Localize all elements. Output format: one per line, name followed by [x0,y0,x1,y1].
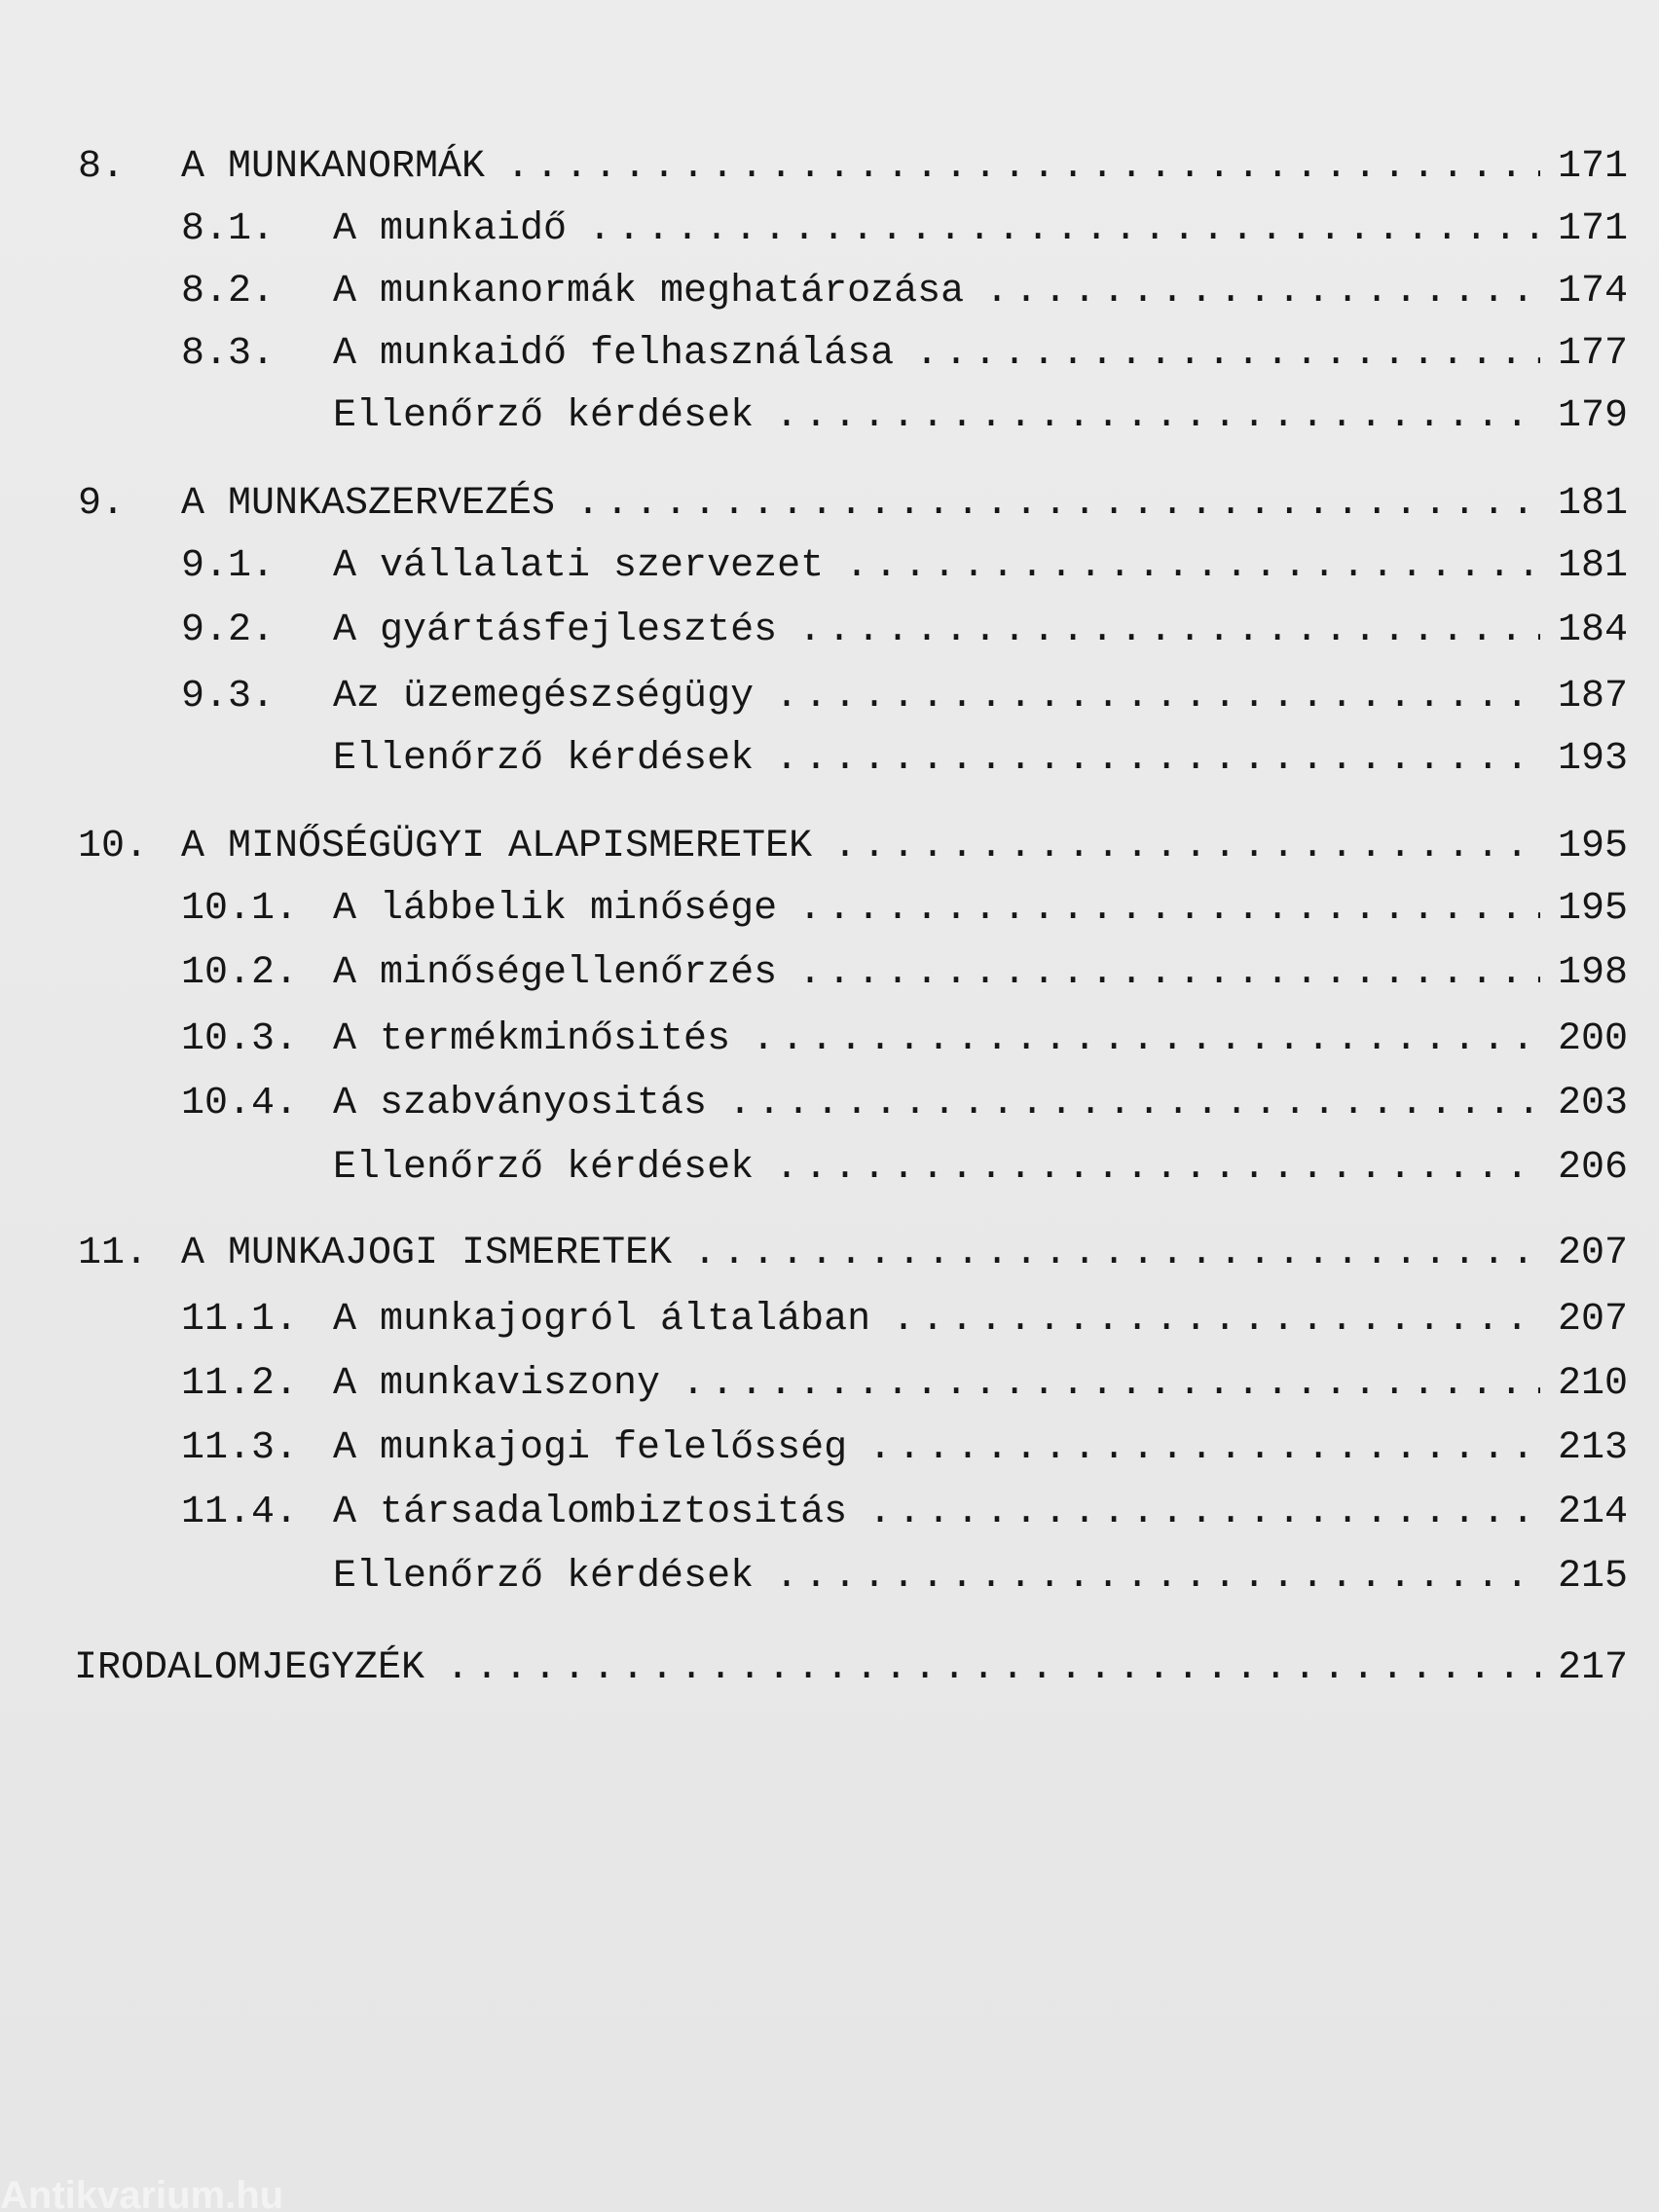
toc-entry [0,882,1659,937]
toc-entry-page-number: 181 [1557,482,1628,526]
toc-entry-number: 9. [78,482,126,526]
toc-entry-title: Ellenőrző kérdések [333,737,755,781]
toc-entry [0,327,1659,382]
toc-entry [0,604,1659,658]
toc-entry-number: 8.1. [181,207,276,251]
dot-leader [588,203,1540,257]
toc-entry [0,946,1659,1001]
toc-entry-title: Ellenőrző kérdések [333,1146,755,1190]
toc-entry-page-number: 214 [1557,1491,1628,1534]
toc-entry-number: 10. [78,825,149,868]
dot-leader [446,1641,1540,1696]
toc-entry-number: 11.1. [181,1298,299,1342]
toc-entry-page-number: 200 [1557,1017,1628,1061]
dot-leader [915,327,1540,382]
toc-entry [0,265,1659,319]
dot-leader [775,389,1540,444]
toc-entry-number: 9.2. [181,608,276,652]
dot-leader [682,1357,1540,1412]
toc-entry [0,1227,1659,1281]
toc-entry-number: 9.1. [181,544,276,588]
toc-entry-page-number: 193 [1557,737,1628,781]
toc-entry-title: A MUNKASZERVEZÉS [181,482,556,526]
toc-entry-page-number: 217 [1557,1646,1628,1690]
toc-entry [0,389,1659,444]
dot-leader [775,732,1540,787]
toc-entry-title: A termékminősités [333,1017,731,1061]
toc-entry-number: 9.3. [181,675,276,719]
toc-entry [0,670,1659,724]
toc-entry-page-number: 213 [1557,1426,1628,1470]
dot-leader [985,265,1540,319]
toc-entry-title: A társadalombiztositás [333,1491,848,1534]
toc-entry-number: 10.1. [181,887,299,931]
toc-entry [0,1641,1659,1696]
toc-entry-page-number: 203 [1557,1082,1628,1125]
toc-entry-number: 8.3. [181,332,276,376]
toc-entry-title: A minőségellenőrzés [333,951,778,995]
toc-entry-page-number: 206 [1557,1146,1628,1190]
toc-entry [0,1013,1659,1067]
toc-entry-number: 11.2. [181,1362,299,1406]
toc-entry [0,140,1659,195]
toc-entry-page-number: 207 [1557,1298,1628,1342]
dot-leader [798,882,1540,937]
toc-entry-title: A lábbelik minősége [333,887,778,931]
toc-entry-page-number: 198 [1557,951,1628,995]
dot-leader [775,1550,1540,1604]
toc-entry-title: A MINŐSÉGÜGYI ALAPISMERETEK [181,825,813,868]
dot-leader [693,1227,1540,1281]
toc-entry-title: A gyártásfejlesztés [333,608,778,652]
toc-entry-title: A szabványositás [333,1082,708,1125]
toc-entry [0,1357,1659,1412]
toc-entry-title: A MUNKANORMÁK [181,145,486,189]
toc-entry [0,477,1659,532]
toc-entry-title: A munkanormák meghatározása [333,270,965,313]
toc-entry-title: A MUNKAJOGI ISMERETEK [181,1232,673,1275]
dot-leader [868,1486,1540,1540]
toc-entry-page-number: 179 [1557,394,1628,438]
toc-entry-number: 10.4. [181,1082,299,1125]
toc-entry-title: Ellenőrző kérdések [333,1555,755,1599]
toc-entry-title: Az üzemegészségügy [333,675,755,719]
toc-entry-page-number: 181 [1557,544,1628,588]
toc-entry-title: A munkaviszony [333,1362,661,1406]
toc-entry-page-number: 171 [1557,207,1628,251]
toc-entry-page-number: 195 [1557,887,1628,931]
toc-entry-number: 8. [78,145,126,189]
toc-entry-page-number: 187 [1557,675,1628,719]
toc-entry-number: 8.2. [181,270,276,313]
toc-entry-page-number: 195 [1557,825,1628,868]
dot-leader [728,1077,1540,1131]
dot-leader [798,946,1540,1001]
toc-entry-page-number: 171 [1557,145,1628,189]
toc-entry-number: 10.2. [181,951,299,995]
dot-leader [892,1293,1540,1347]
dot-leader [798,604,1540,658]
toc-entry-page-number: 210 [1557,1362,1628,1406]
toc-entry [0,203,1659,257]
dot-leader [752,1013,1540,1067]
toc-entry [0,732,1659,787]
toc-entry-number: 11. [78,1232,149,1275]
toc-entry-page-number: 215 [1557,1555,1628,1599]
toc-entry [0,1486,1659,1540]
toc-entry [0,820,1659,874]
toc-entry [0,1141,1659,1196]
toc-entry-page-number: 177 [1557,332,1628,376]
dot-leader [775,1141,1540,1196]
dot-leader [576,477,1540,532]
toc-entry [0,1421,1659,1476]
toc-entry-title: A munkajogi felelősség [333,1426,848,1470]
toc-entry-title: A munkaidő [333,207,568,251]
toc-entry-title: A munkaidő felhasználása [333,332,895,376]
toc-entry [0,1550,1659,1604]
toc-entry-number: 10.3. [181,1017,299,1061]
dot-leader [775,670,1540,724]
dot-leader [833,820,1540,874]
toc-entry-page-number: 184 [1557,608,1628,652]
toc-entry-title: A munkajogról általában [333,1298,871,1342]
dot-leader [506,140,1540,195]
dot-leader [845,539,1540,594]
toc-entry-title: IRODALOMJEGYZÉK [74,1646,425,1690]
toc-entry [0,539,1659,594]
toc-entry-number: 11.4. [181,1491,299,1534]
dot-leader [868,1421,1540,1476]
toc-entry [0,1077,1659,1131]
toc-entry-page-number: 207 [1557,1232,1628,1275]
toc-entry-title: Ellenőrző kérdések [333,394,755,438]
toc-entry-title: A vállalati szervezet [333,544,825,588]
toc-entry-page-number: 174 [1557,270,1628,313]
watermark: Antikvarium.hu [0,2179,284,2212]
toc-entry-number: 11.3. [181,1426,299,1470]
toc-entry [0,1293,1659,1347]
